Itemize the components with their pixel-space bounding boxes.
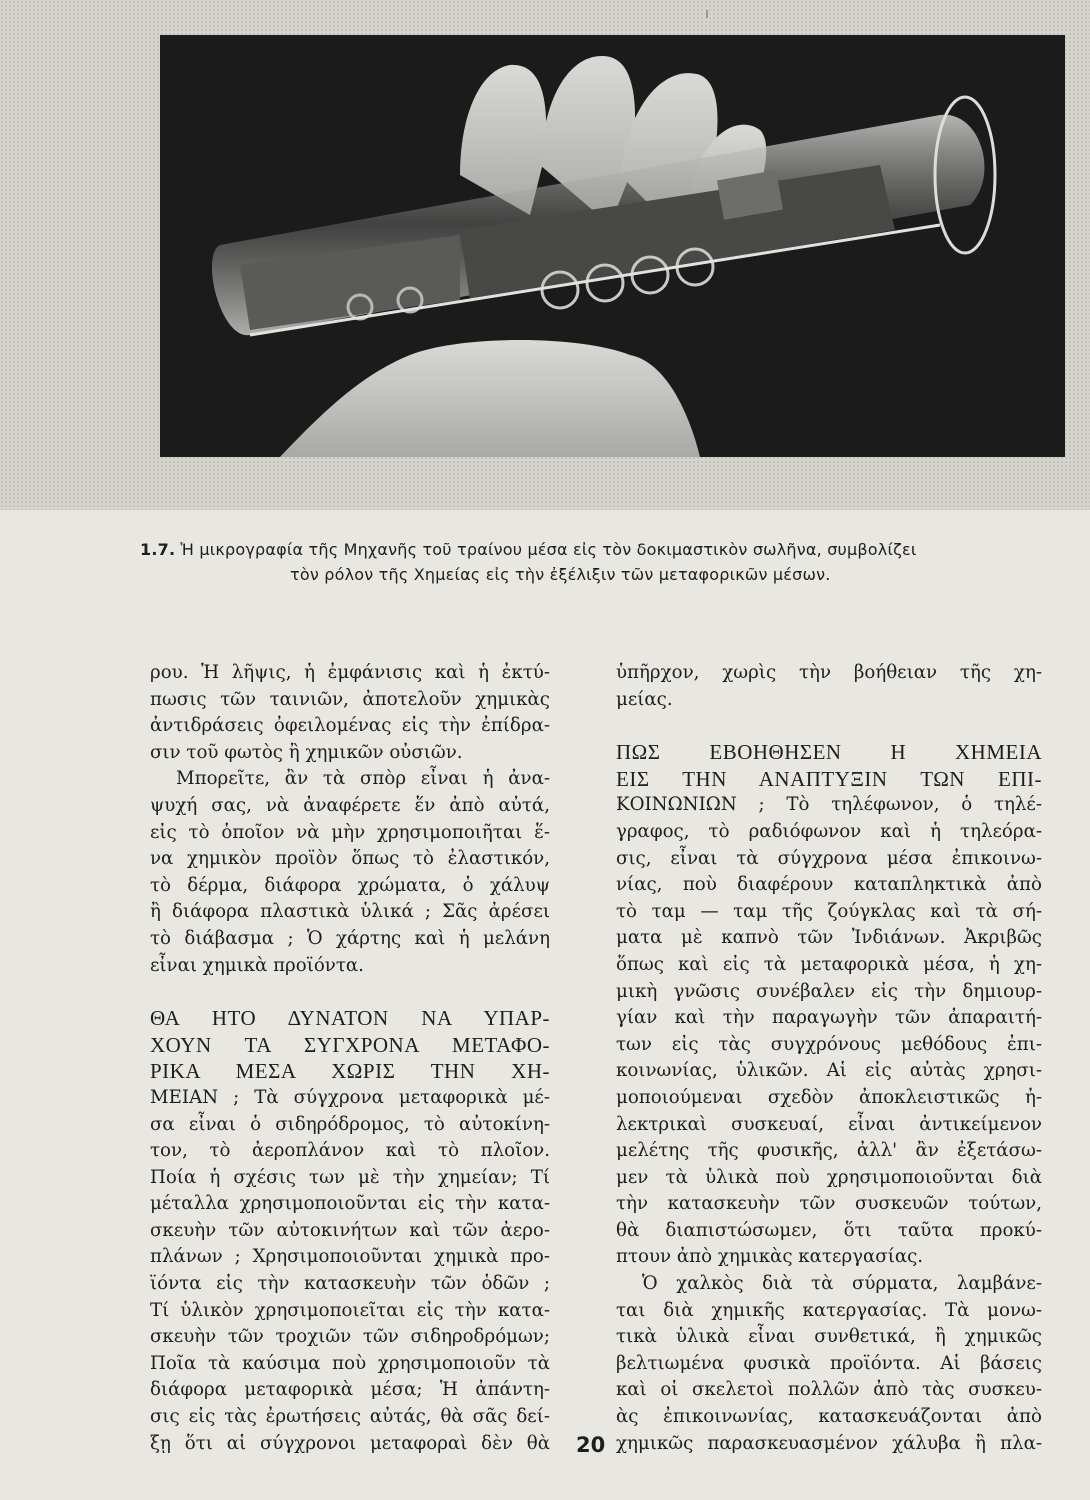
text-line: νίας, ποὺ διαφέρουν καταπληκτικὰ ἀπὸ bbox=[616, 874, 1042, 896]
caption-line-1: Ἡ μικρογραφία τῆς Μηχανῆς τοῦ τραίνου μέσα εἰς τὸν δοκιμαστικὸν σωλῆνα, συμβολίζει bbox=[180, 540, 917, 559]
photo-frame bbox=[0, 0, 1090, 510]
text-line: ματα μὲ καπνὸ τῶν Ἰνδιάνων. Ἀκριβῶς bbox=[616, 927, 1042, 949]
text-line: Ὁ χαλκὸς διὰ τὰ σύρματα, λαμβάνε- bbox=[642, 1273, 1042, 1295]
text-line: Μπορεῖτε, ἂν τὰ σπὸρ εἶναι ἡ ἀνα- bbox=[176, 768, 550, 790]
text-line: ἀντιδράσεις ὀφειλομένας εἰς τὴν ἐπίδρα- bbox=[150, 715, 550, 737]
text-line: πωσις τῶν ταινιῶν, ἀποτελοῦν χημικὰς bbox=[150, 688, 550, 710]
print-mark bbox=[706, 10, 708, 18]
text-line: χημικῶς παρασκευασμένον χάλυβα ἢ πλα- bbox=[616, 1432, 1042, 1454]
text-line: μεν τὰ ὑλικὰ ποὺ χρησιμοποιοῦνται διὰ bbox=[616, 1166, 1042, 1188]
text-line: ψυχή σας, νὰ ἀναφέρετε ἕν ἀπὸ αὐτά, bbox=[150, 794, 550, 816]
photo-illustration bbox=[160, 35, 1065, 457]
text-line: ται διὰ χημικῆς κατεργασίας. Τὰ μονω- bbox=[616, 1299, 1042, 1321]
text-line: μείας. bbox=[616, 688, 673, 710]
text-line: σα εἶναι ὁ σιδηρόδρομος, τὸ αὐτοκίνη- bbox=[150, 1113, 550, 1135]
text-line: ὅπως καὶ εἰς τὰ μεταφορικὰ μέσα, ἡ χη- bbox=[616, 953, 1042, 975]
text-line: πλάνων ; Χρησιμοποιοῦνται χημικὰ προ- bbox=[150, 1246, 550, 1268]
left-column bbox=[150, 660, 550, 1457]
text-line: ἢ διάφορα πλαστικὰ ὑλικά ; Σᾶς ἀρέσει bbox=[150, 901, 550, 923]
text-line: Ποία ἡ σχέσις των μὲ τὴν χημείαν; Τί bbox=[150, 1166, 550, 1188]
text-line: Ποῖα τὰ καύσιμα ποὺ χρησιμοποιοῦν τὰ bbox=[150, 1352, 550, 1374]
section-heading: ΡΙΚΑ ΜΕΣΑ ΧΩΡΙΣ ΤΗΝ ΧΗ- bbox=[150, 1059, 550, 1084]
section-heading: ΧΟΥΝ ΤΑ ΣΥΓΧΡΟΝΑ ΜΕΤΑΦΟ- bbox=[150, 1032, 550, 1057]
page-number: 20 bbox=[576, 1433, 606, 1457]
section-heading: ΘΑ ΗΤΟ ΔΥΝΑΤΟΝ ΝΑ ΥΠΑΡ- bbox=[150, 1006, 550, 1031]
text-line: ΚΟΙΝΩΝΙΩΝ ; Τὸ τηλέφωνον, ὁ τηλέ- bbox=[616, 794, 1042, 816]
text-line: σκευὴν τῶν τροχιῶν τῶν σιδηροδρόμων; bbox=[150, 1326, 550, 1348]
figure-caption bbox=[140, 537, 1020, 587]
text-line: μελέτης τῆς φυσικῆς, ἀλλ' ἂν ἐξετάσω- bbox=[616, 1140, 1042, 1162]
section-heading: ΕΙΣ ΤΗΝ ΑΝΑΠΤΥΞΙΝ ΤΩΝ ΕΠΙ- bbox=[616, 766, 1042, 791]
text-line: σις εἰς τὰς ἐρωτήσεις αὐτάς, θὰ σᾶς δεί- bbox=[150, 1406, 550, 1428]
text-line: διάφορα μεταφορικὰ μέσα; Ἡ ἀπάντη- bbox=[150, 1379, 550, 1401]
text-line: να χημικὸν προϊὸν ὅπως τὸ ἐλαστικόν, bbox=[150, 848, 550, 870]
text-line: κοινωνίας, ὑλικῶν. Αἱ εἰς αὐτὰς χρησι- bbox=[616, 1060, 1042, 1082]
caption-line-2: τὸν ρόλον τῆς Χημείας εἰς τὴν ἐξέλιξιν τῶν μεταφορικῶν μέσων. bbox=[290, 565, 831, 584]
text-line: μέταλλα χρησιμοποιοῦνται εἰς τὴν κατα- bbox=[150, 1193, 550, 1215]
photo-train-in-test-tube bbox=[160, 35, 1065, 457]
text-line: πτουν ἀπὸ χημικὰς κατεργασίας. bbox=[616, 1246, 924, 1268]
text-line: ρου. Ἡ λῆψις, ἡ ἐμφάνισις καὶ ἡ ἐκτύ- bbox=[150, 662, 550, 683]
text-line: τὸ δέρμα, διάφορα χρώματα, ὁ χάλυψ bbox=[150, 874, 550, 896]
text-line: Τί ὑλικὸν χρησιμοποιεῖται εἰς τὴν κατα- bbox=[150, 1299, 550, 1321]
text-line: ξῃ ὅτι αἱ σύγχρονοι μεταφοραὶ δὲν θὰ bbox=[150, 1432, 550, 1454]
text-line: εἶναι χημικὰ προϊόντα. bbox=[150, 954, 364, 976]
text-line: μικὴ γνῶσις συνέβαλεν εἰς τὴν δημιουρ- bbox=[616, 980, 1042, 1002]
text-line: τον, τὸ ἀεροπλάνον καὶ τὸ πλοῖον. bbox=[150, 1140, 550, 1162]
text-line: σκευὴν τῶν αὐτοκινήτων καὶ τῶν ἀερο- bbox=[150, 1219, 550, 1241]
text-line: ΜΕΙΑΝ ; Τὰ σύγχρονα μεταφορικὰ μέ- bbox=[150, 1086, 550, 1108]
text-line: ὰς ἐπικοινωνίας, κατασκευάζονται ἀπὸ bbox=[616, 1406, 1042, 1428]
text-line: βελτιωμένα φυσικὰ προϊόντα. Αἱ βάσεις bbox=[616, 1352, 1042, 1374]
text-line: γίαν καὶ τὴν παραγωγὴν τῶν ἀπαραιτή- bbox=[616, 1007, 1042, 1029]
text-line: ὑπῆρχον, χωρὶς τὴν βοήθειαν τῆς χη- bbox=[616, 662, 1042, 683]
text-line: των εἰς τὰς συγχρόνους μεθόδους ἐπι- bbox=[616, 1033, 1042, 1055]
right-column bbox=[616, 660, 1042, 1457]
text-line: μοποιούμεναι σχεδὸν ἀποκλειστικῶς ἠ- bbox=[616, 1086, 1042, 1108]
figure-number: 1.7. bbox=[140, 540, 176, 559]
text-line: ϊόντα εἰς τὴν κατασκευὴν τῶν ὁδῶν ; bbox=[150, 1273, 550, 1295]
text-line: τὴν κατασκευὴν τῶν συσκευῶν τούτων, bbox=[616, 1193, 1042, 1215]
text-line: γραφος, τὸ ραδιόφωνον καὶ ἡ τηλεόρα- bbox=[616, 820, 1042, 842]
text-line: σις, εἶναι τὰ σύγχρονα μέσα ἐπικοινω- bbox=[616, 847, 1042, 869]
text-line: λεκτρικαὶ συσκευαί, εἶναι ἀντικείμενον bbox=[616, 1113, 1042, 1135]
text-line: τὸ ταμ — ταμ τῆς ζούγκλας καὶ τὰ σή- bbox=[616, 900, 1042, 922]
text-line: τὸ διάβασμα ; Ὁ χάρτης καὶ ἡ μελάνη bbox=[150, 927, 550, 949]
text-line: καὶ οἱ σκελετοὶ πολλῶν ἀπὸ τὰς συσκευ- bbox=[616, 1379, 1042, 1401]
text-line: εἰς τὸ ὁποῖον νὰ μὴν χρησιμοποιῆται ἕ- bbox=[150, 821, 550, 843]
text-line: θὰ διαπιστώσωμεν, ὅτι ταῦτα προκύ- bbox=[616, 1219, 1042, 1241]
text-line: σιν τοῦ φωτὸς ἢ χημικῶν οὐσιῶν. bbox=[150, 741, 463, 763]
section-heading: ΠΩΣ ΕΒΟΗΘΗΣΕΝ Η ΧΗΜΕΙΑ bbox=[616, 740, 1042, 765]
text-line: τικὰ ὑλικὰ εἶναι συνθετικά, ἢ χημικῶς bbox=[616, 1326, 1042, 1348]
